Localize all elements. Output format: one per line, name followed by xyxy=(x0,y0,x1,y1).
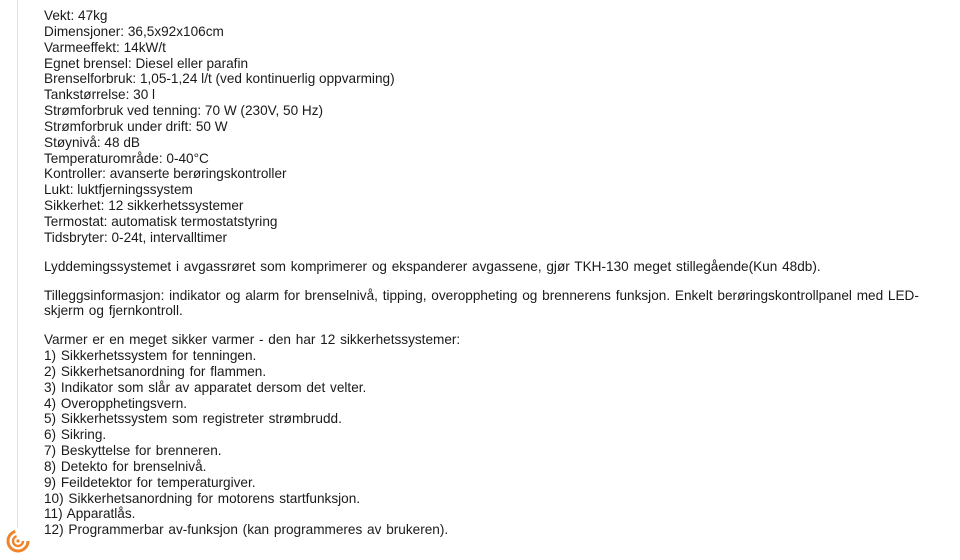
spec-item-fuel: Egnet brensel: Diesel eller parafin xyxy=(44,55,249,71)
safety-intro: Varmer er en meget sikker varmer - den har 12 sikkerhetssystemer: xyxy=(44,332,461,348)
safety-item: 5) Sikkerhetssystem som registreter strømbrudd. xyxy=(44,411,342,427)
spec-list xyxy=(44,8,952,246)
spec-item-heat-output: Varmeeffekt: 14kW/t xyxy=(44,39,166,55)
spec-item-weight: Vekt: 47kg xyxy=(44,8,108,23)
spec-item-dimensions: Dimensjoner: 36,5x92x106cm xyxy=(44,23,224,39)
safety-item: 11) Apparatlås. xyxy=(44,506,136,522)
spec-item-safety: Sikkerhet: 12 sikkerhetssystemer xyxy=(44,198,244,214)
safety-item: 3) Indikator som slår av apparatet dersom det velter. xyxy=(44,379,367,395)
safety-item: 6) Sikring. xyxy=(44,427,107,443)
safety-item: 10) Sikkerhetsanordning for motorens startfunksjon. xyxy=(44,490,361,506)
orange-spiral-logo-icon[interactable] xyxy=(5,528,31,554)
spec-item-ignition-power: Strømforbruk ved tenning: 70 W (230V, 50 Hz) xyxy=(44,103,324,119)
spec-item-tank-size: Tankstørrelse: 30 l xyxy=(44,87,156,103)
product-description xyxy=(44,8,952,538)
additional-info-paragraph: Tilleggsinformasjon: indikator og alarm for brenselnivå, tipping, overoppheting og brennerens funksjon. Enkelt berøringskontrollpanel med LED-skjerm og fjernkontroll. xyxy=(44,287,919,319)
spec-item-operating-power: Strømforbruk under drift: 50 W xyxy=(44,118,228,134)
spec-item-noise-level: Støynivå: 48 dB xyxy=(44,134,140,150)
spec-item-timer: Tidsbryter: 0-24t, intervalltimer xyxy=(44,229,228,245)
safety-item: 9) Feildetektor for temperaturgiver. xyxy=(44,474,256,490)
safety-item: 8) Detekto for brenselnivå. xyxy=(44,458,207,474)
safety-section xyxy=(44,332,952,538)
left-border-rule xyxy=(17,0,18,528)
spec-item-thermostat: Termostat: automatisk termostatstyring xyxy=(44,213,278,229)
safety-item: 2) Sikkerhetsanordning for flammen. xyxy=(44,363,267,379)
safety-item: 4) Overopphetingsvern. xyxy=(44,395,188,411)
safety-item: 12) Programmerbar av-funksjon (kan programmeres av brukeren). xyxy=(44,522,449,538)
spec-item-controls: Kontroller: avanserte berøringskontroller xyxy=(44,166,287,182)
spec-item-temperature-range: Temperaturområde: 0-40°C xyxy=(44,150,209,166)
safety-item: 1) Sikkerhetssystem for tenningen. xyxy=(44,348,257,364)
spec-item-odor: Lukt: luktfjerningssystem xyxy=(44,182,193,198)
muffler-paragraph: Lyddemingssystemet i avgassrøret som komprimerer og ekspanderer avgassene, gjør TKH-130 meget stillegående(Kun 48db). xyxy=(44,258,821,274)
safety-item: 7) Beskyttelse for brenneren. xyxy=(44,443,222,459)
spec-item-fuel-consumption: Brenselforbruk: 1,05-1,24 l/t (ved kontinuerlig oppvarming) xyxy=(44,71,395,87)
